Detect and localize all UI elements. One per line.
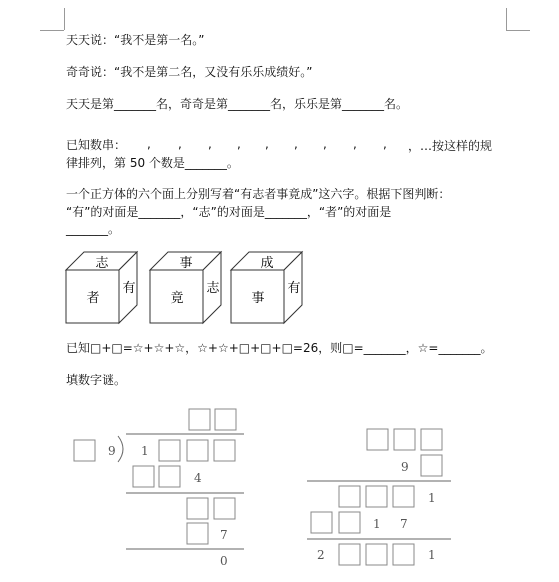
seq-comma: , bbox=[178, 137, 182, 151]
cube-2-top: 事 bbox=[179, 256, 193, 271]
seq-comma: , bbox=[323, 137, 327, 151]
partial-box bbox=[339, 512, 360, 533]
dividend-digit: 1 bbox=[141, 444, 149, 458]
seq-comma: , bbox=[383, 137, 387, 151]
line-cube-question: “有”的对面是_______，“志”的对面是_______，“者”的对面是 bbox=[66, 205, 392, 219]
product-box bbox=[187, 523, 208, 544]
line-cube-question-end: _______。 bbox=[66, 222, 121, 236]
cube-3-front: 事 bbox=[251, 291, 265, 306]
remainder-box bbox=[214, 498, 235, 519]
partial-box bbox=[339, 486, 360, 507]
seq-comma: , bbox=[353, 137, 357, 151]
dividend-box bbox=[214, 440, 235, 461]
product-box bbox=[133, 466, 154, 487]
dividend-box bbox=[187, 440, 208, 461]
cube-2 bbox=[150, 252, 221, 323]
line-ranking-question: 天天是第_______名，奇奇是第_______名，乐乐是第_______名。 bbox=[66, 97, 409, 111]
multiplier-digit: 9 bbox=[401, 460, 409, 474]
remainder-box bbox=[187, 498, 208, 519]
cube-3 bbox=[231, 252, 302, 323]
seq-comma: , bbox=[237, 137, 241, 151]
remainder-digit: 0 bbox=[220, 554, 228, 568]
seq-comma: , bbox=[265, 137, 269, 151]
result-digit: 1 bbox=[428, 548, 436, 562]
cube-2-front: 竟 bbox=[170, 291, 184, 306]
line-qiqi-statement: 奇奇说：“我不是第二名，又没有乐乐成绩好。” bbox=[66, 65, 313, 79]
line-cube-intro: 一个正方体的六个面上分别写着“有志者事竟成”这六字。根据下图判断： bbox=[66, 187, 451, 201]
division-puzzle bbox=[74, 409, 244, 568]
line-sequence-prefix: 已知数串： bbox=[66, 138, 127, 152]
multiplicand-box bbox=[394, 429, 415, 450]
multiplier-box bbox=[421, 455, 442, 476]
result-box bbox=[339, 544, 360, 565]
product-box bbox=[159, 466, 180, 487]
multiplication-puzzle bbox=[307, 429, 451, 565]
result-digit: 2 bbox=[317, 548, 325, 562]
partial-box bbox=[311, 512, 332, 533]
dividend-box bbox=[159, 440, 180, 461]
cube-1 bbox=[66, 252, 137, 323]
cube-1-side: 有 bbox=[122, 281, 136, 296]
partial-box bbox=[366, 486, 387, 507]
partial-digit: 7 bbox=[400, 517, 408, 531]
answer-box bbox=[215, 409, 236, 430]
answer-box bbox=[189, 409, 210, 430]
line-tiantian-statement: 天天说：“我不是第一名。” bbox=[66, 33, 205, 47]
cube-3-top: 成 bbox=[260, 256, 274, 271]
cube-2-side: 志 bbox=[206, 281, 220, 296]
divisor-box bbox=[74, 440, 95, 461]
seq-comma: , bbox=[208, 137, 212, 151]
cube-1-front: 者 bbox=[86, 291, 100, 306]
cube-1-top: 志 bbox=[95, 256, 109, 271]
sequence-suffix: ，…按这样的规 bbox=[408, 139, 493, 153]
divisor-digit: 9 bbox=[108, 444, 116, 458]
multiplicand-box bbox=[367, 429, 388, 450]
line-number-puzzle-title: 填数字谜。 bbox=[66, 373, 127, 387]
result-box bbox=[393, 544, 414, 565]
product-digit: 7 bbox=[220, 528, 228, 542]
line-square-star-equation: 已知□+□=☆+☆+☆，☆+☆+□+□+□=26，则□=_______，☆=_______。 bbox=[66, 341, 493, 355]
partial-box bbox=[393, 486, 414, 507]
partial-digit: 1 bbox=[428, 491, 436, 505]
line-sequence-question: 律排列，第 50 个数是_______。 bbox=[66, 156, 239, 170]
seq-comma: , bbox=[147, 137, 151, 151]
product-digit: 4 bbox=[194, 471, 202, 485]
cube-3-side: 有 bbox=[287, 281, 301, 296]
multiplicand-box bbox=[421, 429, 442, 450]
partial-digit: 1 bbox=[373, 517, 381, 531]
result-box bbox=[366, 544, 387, 565]
seq-comma: , bbox=[294, 137, 298, 151]
